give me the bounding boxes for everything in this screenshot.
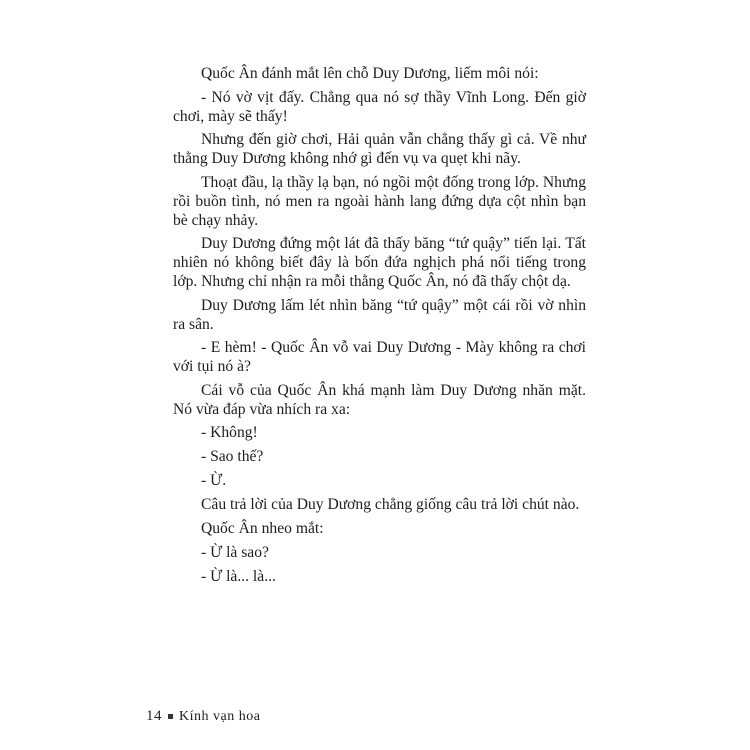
- page-footer: [146, 708, 260, 725]
- page-body: [173, 64, 586, 591]
- paragraph: Quốc Ân nheo mắt:: [201, 519, 324, 537]
- dialogue-line: - Ừ là sao?: [201, 543, 269, 561]
- book-title: Kính vạn hoa: [179, 709, 261, 724]
- paragraph: Nhưng đến giờ chơi, Hải quản vẫn chẳng thấy gì cả. Về như thằng Duy Dương không nhớ gì đến vụ va quẹt khi nãy.: [173, 131, 586, 167]
- page-number: 14: [146, 708, 162, 724]
- dialogue-line: - Sao thế?: [201, 448, 264, 465]
- paragraph: Cái vỗ của Quốc Ân khá mạnh làm Duy Dương nhăn mặt. Nó vừa đáp vừa nhích ra xa:: [173, 381, 586, 418]
- dialogue-line: - Không!: [201, 424, 258, 441]
- paragraph: - E hèm! - Quốc Ân vỗ vai Duy Dương - Mày không ra chơi với tụi nó à?: [173, 339, 586, 375]
- paragraph: - Nó vờ vịt đấy. Chẳng qua nó sợ thầy Vĩnh Long. Đến giờ chơi, mày sẽ thấy!: [173, 88, 586, 125]
- paragraph: Quốc Ân đánh mắt lên chỗ Duy Dương, liếm môi nói:: [201, 65, 539, 82]
- separator-square-icon: [168, 714, 173, 719]
- paragraph: Duy Dương lấm lét nhìn băng “tứ quậy” một cái rồi vờ nhìn ra sân.: [173, 296, 586, 333]
- paragraph: Thoạt đầu, lạ thầy lạ bạn, nó ngồi một đống trong lớp. Nhưng rồi buồn tình, nó men ra ngoài hành lang đứng dựa cột nhìn bạn bè chạy nhảy.: [173, 173, 586, 229]
- paragraph: Câu trả lời của Duy Dương chẳng giống câu trả lời chút nào.: [201, 496, 580, 513]
- dialogue-line: - Ừ là... là...: [201, 567, 276, 585]
- dialogue-line: - Ừ.: [201, 472, 227, 489]
- paragraph: Duy Dương đứng một lát đã thấy băng “tứ quậy” tiến lại. Tất nhiên nó không biết đây là bốn đứa nghịch phá nổi tiếng trong lớp. Nhưng chỉ nhận ra mỗi thằng Quốc Ân, nó đã thấy chột dạ.: [173, 235, 586, 290]
